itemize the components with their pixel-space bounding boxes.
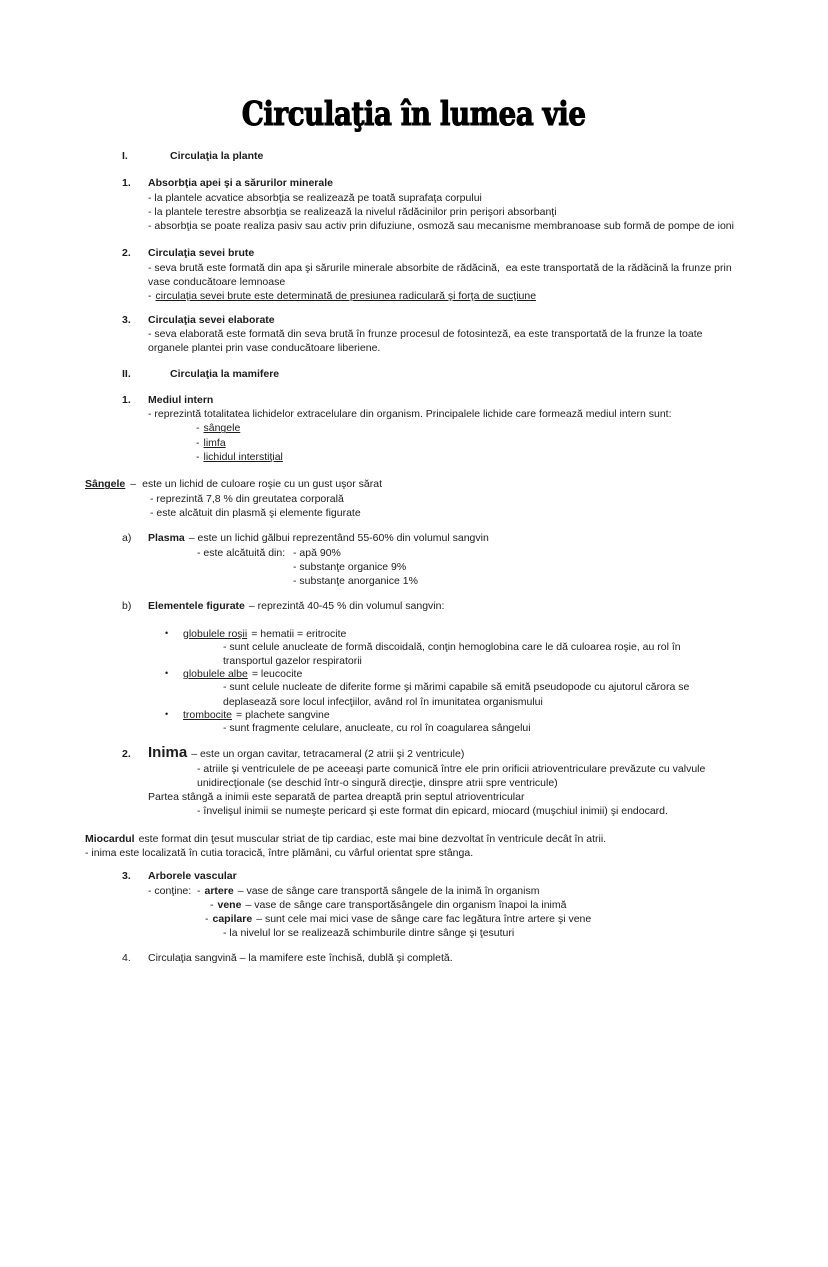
- list-number: 3.: [122, 313, 131, 326]
- body-line: deplasează sore locul infecţiilor, având rol în imunitatea organismului: [223, 695, 543, 708]
- dash-prefix: -: [205, 913, 209, 926]
- body-line: - învelişul inimii se numeşte pericard şi este format din epicard, miocard (muşchiul inimii) şi endocard.: [197, 805, 668, 818]
- underlined-text: sângele: [203, 422, 241, 435]
- body-line: - la plantele terestre absorbţia se realizează la nivelul rădăcinilor prin perişori absorbanţi: [148, 205, 557, 218]
- dash-prefix: -: [196, 451, 200, 464]
- body-line: - inima este localizată în cutia toracică, între plămâni, cu vârful orientat spre stânga.: [85, 846, 474, 859]
- body-line: - este alcătuit din plasmă şi elemente figurate: [150, 506, 361, 519]
- dash-prefix: -: [196, 436, 200, 449]
- dash-prefix: -: [196, 422, 200, 435]
- numbered-heading: [0, 176, 828, 190]
- underlined-term: trombocite: [183, 708, 233, 721]
- term-capilare: capilare: [212, 913, 253, 926]
- body-line: - la nivelul lor se realizează schimburile dintre sânge şi ţesuturi: [223, 927, 515, 940]
- underlined-line: [148, 289, 828, 303]
- section-seva-elaborata: [0, 313, 828, 356]
- body-line: - sunt celule anucleate de formă discoidală, conţin hemoglobina care le dă culoarea roşie, au rol în: [223, 640, 681, 653]
- heading-text: Circulaţia sevei brute: [148, 247, 255, 260]
- dash-prefix: -: [197, 884, 201, 897]
- definition-text: – vase de sânge care transportăsângele din organism înapoi la inimă: [245, 898, 567, 911]
- roman-numeral: I.: [122, 150, 128, 162]
- vessel-item: [210, 898, 828, 912]
- section-circulatia-sangvina: [0, 951, 828, 965]
- term-artere: artere: [204, 884, 234, 897]
- title-row: [0, 96, 828, 132]
- body-line: - sunt celule nucleate de diferite forme şi mărimi capabile să emită pseudopode cu ajutorul cărora se: [223, 681, 690, 694]
- underlined-term: globulele albe: [183, 668, 248, 681]
- bullet-item-trombocite: [165, 709, 828, 721]
- list-number: 3.: [122, 870, 131, 883]
- term-miocardul: Miocardul: [85, 832, 135, 845]
- vessel-item: [205, 912, 828, 926]
- list-letter: b): [122, 600, 132, 613]
- bullet-marker: •: [165, 708, 169, 719]
- body-line: - la plantele acvatice absorbţia se realizează pe toată suprafaţa corpului: [148, 191, 482, 204]
- composition-row: [197, 546, 828, 560]
- underlined-text: limfa: [203, 436, 226, 449]
- numbered-heading: [0, 313, 828, 327]
- body-line: transportul gazelor respiratorii: [223, 655, 362, 668]
- section-seva-bruta: [0, 246, 828, 303]
- body-line: organele plantei prin vase conducătoare liberiene.: [148, 342, 381, 355]
- section-heading-plante: [0, 149, 828, 163]
- heading-text: Circulaţia sevei elaborate: [148, 313, 275, 326]
- body-line: vase conducătoare lemnoase: [148, 276, 286, 289]
- body-line: Partea stângă a inimii este separată de partea dreaptă prin septul atrioventricular: [148, 791, 525, 804]
- definition-line: [85, 477, 828, 491]
- list-number: 2.: [122, 247, 131, 260]
- section-mediul-intern: [0, 393, 828, 464]
- body-line: - sunt fragmente celulare, anucleate, cu rol în coagularea sângelui: [223, 721, 531, 734]
- body-text: Circulaţia sangvină – la mamifere este închisă, dublă şi completă.: [148, 951, 453, 964]
- list-number: 1.: [122, 393, 131, 406]
- dash-separator: –: [130, 478, 137, 491]
- list-letter: a): [122, 532, 132, 545]
- document-title: Circulaţia în lumea vie: [242, 94, 586, 133]
- list-number: 2.: [122, 748, 131, 761]
- list-number: 4.: [122, 951, 131, 964]
- numbered-heading: [0, 745, 828, 761]
- section-heading-mamifere: [0, 367, 828, 381]
- document-page: [0, 96, 828, 1267]
- contine-label: - conţine:: [148, 884, 192, 897]
- body-line: - atriile şi ventriculele de pe aceeaşi parte comunică între ele prin orificii atrioventriculare prevăzute cu valvule: [197, 762, 706, 775]
- numbered-heading: [0, 869, 828, 883]
- dash-prefix: -: [148, 290, 152, 303]
- heading-label: Circulaţia la mamifere: [170, 367, 280, 380]
- list-number: 1.: [122, 177, 131, 190]
- bullet-item-globulele-rosii: [165, 628, 828, 640]
- definition-text: – este un lichid gălbui reprezentând 55-60% din volumul sangvin: [188, 532, 489, 545]
- roman-numeral: II.: [122, 367, 131, 380]
- bullet-marker: •: [165, 668, 169, 679]
- body-line: - reprezintă totalitatea lichidelor extracelulare din organism. Principalele lichide care formează mediul intern sunt:: [148, 408, 672, 421]
- definition-text: – sunt cele mai mici vase de sânge care fac legătura între artere şi vene: [256, 913, 592, 926]
- body-line: - reprezintă 7,8 % din greutatea corporală: [150, 492, 344, 505]
- definition-line: [85, 832, 828, 846]
- body-line: - absorbţia se poate realiza pasiv sau activ prin difuziune, osmoză sau mecanisme membranoase sub formă de pompe de ioni: [148, 220, 734, 233]
- composition-label: - este alcătuită din:: [197, 546, 286, 559]
- term-plasma: Plasma: [148, 532, 185, 545]
- definition-text: este un lichid de culoare roşie cu un gust uşor sărat: [142, 478, 383, 491]
- term-elemente-figurate: Elementele figurate: [148, 600, 245, 613]
- body-line: - seva elaborată este formată din seva brută în frunze procesul de fotosinteză, ea este transportată de la frunze la toate: [148, 327, 703, 340]
- term-inima: Inima: [148, 744, 188, 762]
- term-sangele: Sângele: [85, 478, 126, 491]
- numbered-heading: [0, 246, 828, 260]
- composition-item: - substanţe anorganice 1%: [293, 575, 418, 588]
- definition-text: – reprezintă 40-45 % din volumul sangvin:: [248, 600, 445, 613]
- section-sangele: [0, 477, 828, 520]
- contine-row: [148, 884, 828, 898]
- body-line: - seva brută este formată din apa şi sărurile minerale absorbite de rădăcină, ea este transportată de la rădăcină la frunze prin: [148, 261, 732, 274]
- lettered-heading: [0, 531, 828, 545]
- composition-item: - apă 90%: [293, 546, 341, 559]
- section-plasma: [0, 531, 828, 588]
- composition-item: - substanţe organice 9%: [293, 560, 407, 573]
- heading-text: Arborele vascular: [148, 870, 237, 883]
- numbered-heading: [0, 393, 828, 407]
- bullet-item-globulele-albe: [165, 668, 828, 680]
- dash-prefix: -: [210, 898, 214, 911]
- definition-text: – vase de sânge care transportă sângele de la inimă în organism: [237, 884, 540, 897]
- lettered-heading: [0, 599, 828, 613]
- definition-text: – este un organ cavitar, tetracameral (2 atrii şi 2 ventricule): [191, 748, 465, 761]
- underlined-text: lichidul interstiţial: [203, 451, 283, 464]
- equivalence-text: = plachete sangvine: [236, 708, 330, 721]
- bullet-marker: •: [165, 627, 169, 638]
- section-miocard: [0, 832, 828, 861]
- heading-label: Circulaţia la plante: [170, 150, 264, 162]
- section-inima: [0, 745, 828, 818]
- underlined-list-item: [196, 450, 828, 464]
- underlined-term: globulele roşii: [183, 627, 248, 640]
- section-elemente-figurate: [0, 599, 828, 735]
- underlined-list-item: [196, 421, 828, 435]
- underlined-list-item: [196, 436, 828, 450]
- body-line: unidirecţionale (se deschid într-o singură direcţie, dinspre atrii spre ventricule): [197, 776, 558, 789]
- equivalence-text: = leucocite: [251, 668, 303, 681]
- section-absorbtia: [0, 176, 828, 233]
- section-arbore-vascular: [0, 869, 828, 940]
- heading-text: Mediul intern: [148, 393, 214, 406]
- underlined-text: circulaţia sevei brute este determinată de presiunea radiculară şi forţa de sucţiune: [155, 290, 537, 303]
- term-vene: vene: [217, 898, 242, 911]
- definition-text: este format din ţesut muscular striat de tip cardiac, este mai bine dezvoltat în ventricule decât în atrii.: [138, 832, 607, 845]
- equivalence-text: = hematii = eritrocite: [251, 627, 347, 640]
- heading-text: Absorbţia apei şi a sărurilor minerale: [148, 177, 333, 190]
